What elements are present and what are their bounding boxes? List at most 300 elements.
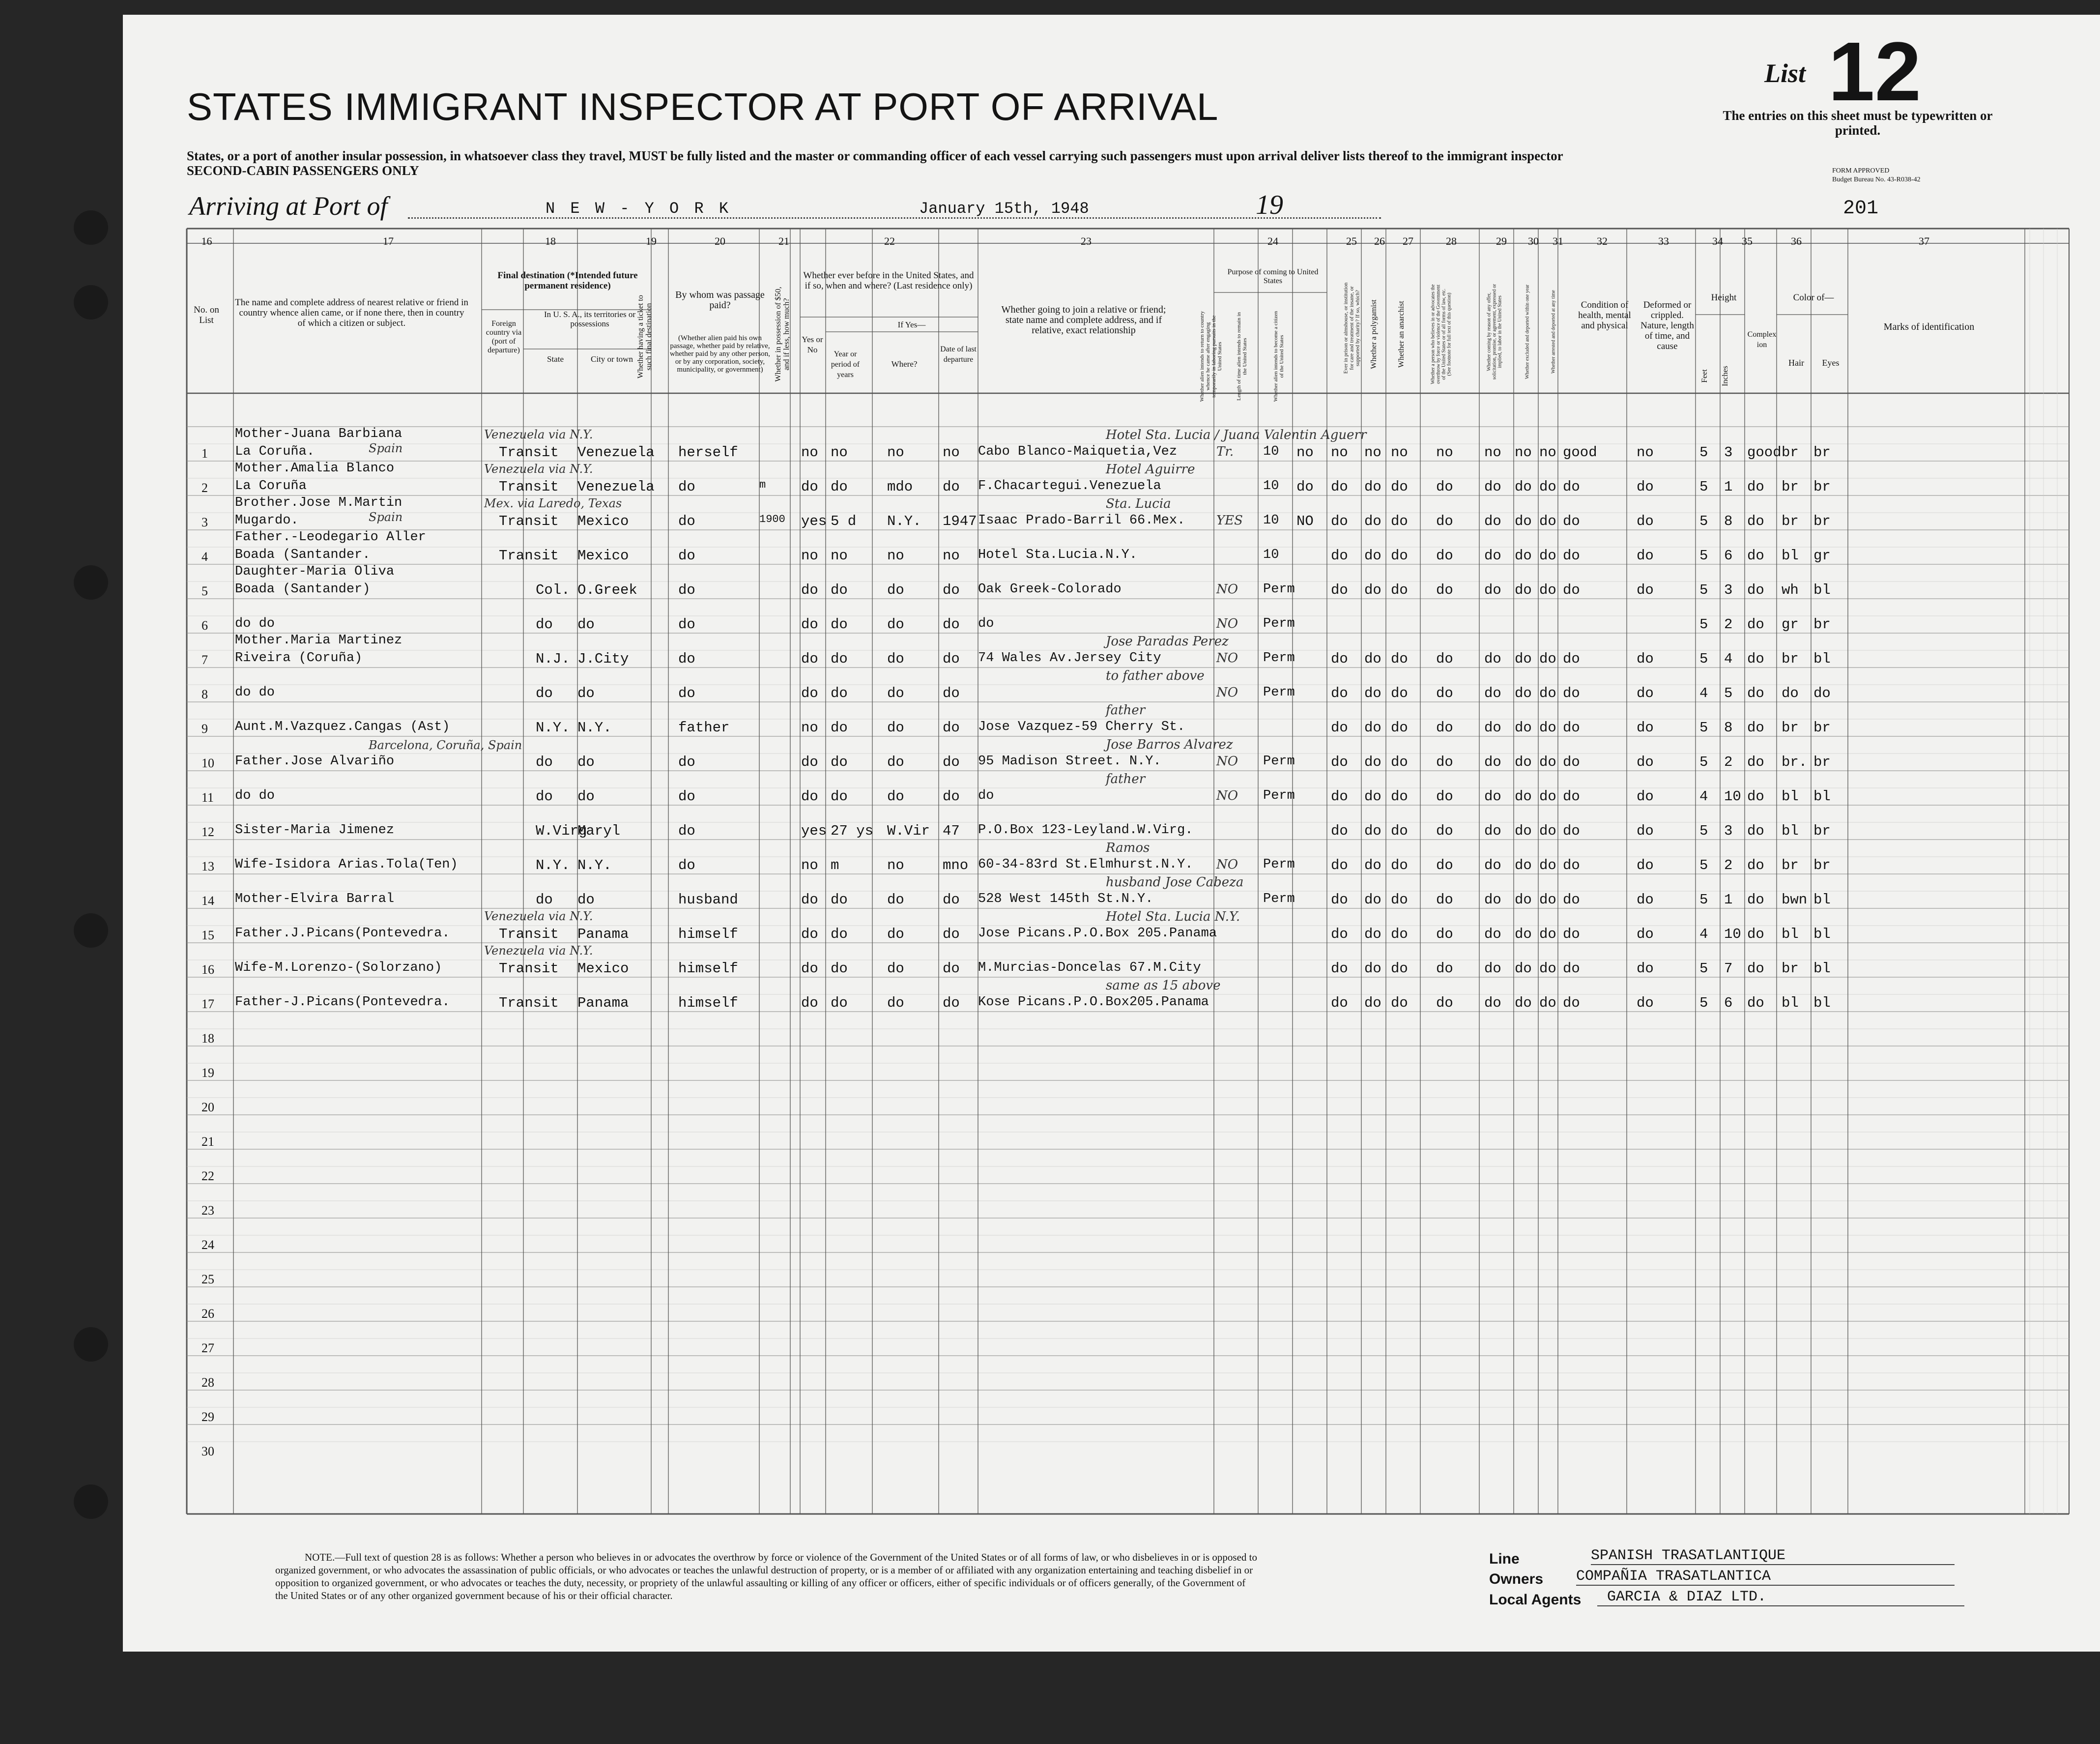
cell-c31: do: [1539, 720, 1556, 736]
owners-value: COMPAÑIA TRASATLANTICA: [1576, 1568, 1955, 1586]
col-num-32: 32: [1597, 235, 1608, 247]
cell-c26: do: [1364, 857, 1381, 873]
cell-health: good: [1563, 444, 1597, 461]
col-num-19: 19: [646, 235, 657, 247]
cell-c26: do: [1364, 995, 1381, 1011]
cell-complexion: do: [1747, 548, 1764, 564]
cell-yes-no: do: [801, 479, 818, 495]
cell-c30: do: [1515, 685, 1532, 701]
cell-complexion: do: [1747, 754, 1764, 770]
col-num-36: 36: [1791, 235, 1802, 247]
cell-date: do: [943, 651, 960, 667]
cell-date: do: [943, 926, 960, 942]
cell-join-handwritten: Hotel Sta. Lucia / Juana Valentin Aguerr: [1106, 428, 1367, 442]
cell-where: do: [887, 788, 904, 805]
cell-c31: do: [1539, 582, 1556, 598]
cell-c25: do: [1331, 960, 1348, 977]
cell-join: M.Murcias-Doncelas 67.M.City: [978, 960, 1201, 975]
cell-c30: do: [1515, 995, 1532, 1011]
cell-c29: do: [1484, 479, 1501, 495]
cell-date: do: [943, 720, 960, 736]
row-number: 23: [201, 1203, 214, 1218]
arrival-date: January 15th, 1948: [919, 200, 1089, 218]
cell-c29: do: [1484, 857, 1501, 873]
row-number: 8: [201, 687, 208, 701]
cell-eyes: br: [1813, 513, 1831, 529]
cell-c28: do: [1436, 754, 1453, 770]
cell-c25: do: [1331, 788, 1348, 805]
cell-c27: do: [1391, 926, 1408, 942]
cell-relative: Daughter-Maria Oliva: [235, 564, 395, 579]
cell-eyes: bl: [1813, 926, 1831, 942]
cell-c25: do: [1331, 857, 1348, 873]
hdr-where: Where?: [891, 359, 918, 369]
cell-c28: do: [1436, 926, 1453, 942]
cell-inches: 8: [1724, 513, 1733, 529]
cell-relative-town: Boada (Santander.: [235, 548, 371, 562]
cell-us: Transit: [499, 995, 559, 1011]
cell-c29: do: [1484, 582, 1501, 598]
cell-years: do: [831, 616, 848, 633]
cell-deformed: do: [1637, 960, 1654, 977]
cell-complexion: do: [1747, 651, 1764, 667]
col-num-27: 27: [1403, 235, 1413, 247]
cell-c25: do: [1331, 582, 1348, 598]
cell-feet: 5: [1699, 892, 1708, 908]
cell-city: do: [577, 616, 595, 633]
cell-relative-handwritten: Spain: [369, 441, 403, 455]
cell-city: do: [577, 788, 595, 805]
cell-c28: do: [1436, 651, 1453, 667]
cell-years: do: [831, 582, 848, 598]
cell-eyes: gr: [1813, 548, 1831, 564]
cell-c31: do: [1539, 754, 1556, 770]
cell-c27: do: [1391, 513, 1408, 529]
cell-state: do: [536, 788, 553, 805]
cell-c28: do: [1436, 892, 1453, 908]
cell-via-handwritten: Venezuela via N.Y.: [484, 462, 593, 476]
cell-yes-no: do: [801, 960, 818, 977]
row-number: 4: [201, 550, 208, 564]
cell-c26: do: [1364, 788, 1381, 805]
cell-complexion: good: [1747, 444, 1782, 461]
cell-c30: do: [1515, 857, 1532, 873]
cell-where: no: [887, 857, 904, 873]
cell-c25: do: [1331, 892, 1348, 908]
cell-c29: do: [1484, 788, 1501, 805]
cell-complexion: do: [1747, 788, 1764, 805]
cell-deformed: do: [1637, 857, 1654, 873]
cell-yes-no: do: [801, 651, 818, 667]
hdr-eyes: Eyes: [1822, 358, 1840, 368]
cell-relative-town: La Coruña: [235, 479, 307, 494]
cell-years: 5 d: [831, 513, 857, 529]
cell-health: do: [1563, 892, 1580, 908]
cell-length: Perm: [1263, 651, 1295, 666]
cell-where: do: [887, 926, 904, 942]
cell-money: m: [759, 479, 766, 491]
hdr-excluded: Whether excluded and deported within one year: [1525, 284, 1530, 379]
cell-join: do: [978, 788, 994, 803]
cell-c31: do: [1539, 926, 1556, 942]
cell-relative: Sister-Maria Jimenez: [235, 823, 395, 838]
cell-c25: do: [1331, 754, 1348, 770]
cell-length: Perm: [1263, 582, 1295, 597]
cell-health: do: [1563, 513, 1580, 529]
cell-paid: do: [678, 651, 695, 667]
cell-c31: do: [1539, 651, 1556, 667]
row-number: 24: [201, 1238, 214, 1252]
cell-feet: 5: [1699, 960, 1708, 977]
cell-years: do: [831, 788, 848, 805]
cell-c30: do: [1515, 582, 1532, 598]
cell-relative: do do: [235, 788, 275, 803]
cell-c27: do: [1391, 788, 1408, 805]
cell-feet: 5: [1699, 651, 1708, 667]
cell-paid: herself: [678, 444, 738, 461]
cell-where: do: [887, 685, 904, 701]
cell-join: F.Chacartegui.Venezuela: [978, 479, 1161, 494]
cell-c26: do: [1364, 513, 1381, 529]
cell-citizen: no: [1296, 444, 1314, 461]
cell-complexion: do: [1747, 513, 1764, 529]
cell-relative-town: Mugardo.: [235, 513, 299, 528]
cell-purpose-hand: NO: [1216, 685, 1238, 700]
cell-c26: do: [1364, 479, 1381, 495]
cell-state: do: [536, 892, 553, 908]
manifest-sheet: [123, 15, 2100, 1652]
cell-join: Jose Picans.P.O.Box 205.Panama: [978, 926, 1217, 941]
cell-where: do: [887, 651, 904, 667]
cell-health: do: [1563, 995, 1580, 1011]
hdr-money: Whether in possession of $50, and if less, how much?: [774, 287, 791, 382]
hdr-health: Condition of health, mental and physical: [1578, 300, 1631, 331]
cell-paid: husband: [678, 892, 738, 908]
cell-inches: 6: [1724, 548, 1733, 564]
cell-c28: do: [1436, 685, 1453, 701]
cell-join-handwritten: Sta. Lucia: [1106, 496, 1171, 511]
cell-paid: do: [678, 788, 695, 805]
cell-health: do: [1563, 823, 1580, 839]
cell-join: Oak Greek-Colorado: [978, 582, 1122, 597]
row-number: 25: [201, 1272, 214, 1286]
cell-hair: br: [1782, 444, 1799, 461]
cell-us: Transit: [499, 548, 559, 564]
cell-c30: do: [1515, 823, 1532, 839]
cell-c25: do: [1331, 720, 1348, 736]
col-num-30: 30: [1528, 235, 1539, 247]
col-num-21: 21: [778, 235, 789, 247]
cell-via-handwritten: Mex. via Laredo, Texas: [484, 496, 622, 510]
cell-yes-no: yes: [801, 513, 827, 529]
row-number: 9: [201, 722, 208, 736]
cell-c31: do: [1539, 995, 1556, 1011]
hdr-inches: Inches: [1721, 366, 1729, 386]
cell-eyes: bl: [1813, 892, 1831, 908]
cell-date: do: [943, 754, 960, 770]
hdr-polygamist: Whether a polygamist: [1370, 299, 1378, 369]
row-number: 11: [201, 790, 214, 805]
cell-where: N.Y.: [887, 513, 921, 529]
cell-complexion: do: [1747, 616, 1764, 633]
cell-complexion: do: [1747, 823, 1764, 839]
cell-c31: do: [1539, 892, 1556, 908]
cell-join-handwritten: Hotel Sta. Lucia N.Y.: [1106, 909, 1240, 924]
cell-date: do: [943, 685, 960, 701]
cell-date: no: [943, 444, 960, 461]
cell-date: 47: [943, 823, 960, 839]
cell-where: no: [887, 444, 904, 461]
cell-city: Mexico: [577, 548, 629, 564]
cell-complexion: do: [1747, 892, 1764, 908]
hdr-citizen: Whether alien intends to become a citizen of the United States: [1273, 311, 1285, 402]
budget-bureau: Budget Bureau No. 43-R038-42: [1832, 176, 1921, 183]
cell-relative: Mother.Amalia Blanco: [235, 461, 395, 476]
list-number: 12: [1828, 25, 1922, 118]
hdr-marks: Marks of identification: [1883, 321, 1975, 332]
cell-complexion: do: [1747, 995, 1764, 1011]
cell-yes-no: do: [801, 685, 818, 701]
cell-join: Isaac Prado-Barril 66.Mex.: [978, 513, 1185, 528]
cell-c27: do: [1391, 548, 1408, 564]
col-num-28: 28: [1446, 235, 1457, 247]
col-num-29: 29: [1496, 235, 1507, 247]
cell-city: Panama: [577, 995, 629, 1011]
cell-relative-town: La Coruña.: [235, 444, 315, 459]
cell-purpose-hand: NO: [1216, 651, 1238, 666]
cell-c29: no: [1484, 444, 1501, 461]
cell-c29: do: [1484, 823, 1501, 839]
cell-deformed: do: [1637, 479, 1654, 495]
cell-relative: Father.Jose Alvariño: [235, 754, 395, 769]
form-approved: FORM APPROVED: [1832, 167, 1890, 174]
cell-inches: 3: [1724, 444, 1733, 461]
cell-paid: father: [678, 720, 730, 736]
hdr-relative: The name and complete address of nearest relative or friend in country whence alien came, or if none there, then in country of which a citizen or subject.: [235, 297, 468, 328]
cell-deformed: do: [1637, 651, 1654, 667]
cell-yes-no: do: [801, 582, 818, 598]
cell-c28: do: [1436, 788, 1453, 805]
cell-state: do: [536, 754, 553, 770]
cell-deformed: do: [1637, 754, 1654, 770]
cell-join: Kose Picans.P.O.Box205.Panama: [978, 995, 1209, 1010]
cell-hair: br.: [1782, 754, 1808, 770]
hdr-passage-paid: By whom was passage paid?: [675, 290, 765, 311]
cell-us: Transit: [499, 444, 559, 461]
cell-via-handwritten: Venezuela via N.Y.: [484, 944, 593, 958]
cell-c28: do: [1436, 823, 1453, 839]
cell-eyes: br: [1813, 720, 1831, 736]
cell-health: do: [1563, 788, 1580, 805]
cell-inches: 10: [1724, 926, 1741, 942]
cell-complexion: do: [1747, 582, 1764, 598]
cell-c26: do: [1364, 651, 1381, 667]
cell-c26: do: [1364, 720, 1381, 736]
cell-yes-no: do: [801, 788, 818, 805]
col-num-34: 34: [1712, 235, 1723, 247]
cell-years: no: [831, 548, 848, 564]
cell-city: do: [577, 685, 595, 701]
cell-eyes: br: [1813, 754, 1831, 770]
cell-state: do: [536, 616, 553, 633]
row-number: 1: [201, 446, 208, 461]
cell-inches: 6: [1724, 995, 1733, 1011]
hdr-anarchist: Whether an anarchist: [1397, 301, 1406, 368]
row-number: 6: [201, 618, 208, 633]
cell-paid: do: [678, 823, 695, 839]
cell-purpose-hand: NO: [1216, 754, 1238, 769]
cell-deformed: do: [1637, 823, 1654, 839]
cell-c26: no: [1364, 444, 1381, 461]
cell-paid: himself: [678, 995, 738, 1011]
cell-citizen: do: [1296, 479, 1314, 495]
cell-paid: do: [678, 513, 695, 529]
cell-city: N.Y.: [577, 720, 612, 736]
cell-health: do: [1563, 754, 1580, 770]
cell-where: W.Vir: [887, 823, 930, 839]
row-number: 29: [201, 1410, 214, 1424]
cell-deformed: do: [1637, 926, 1654, 942]
cell-c28: do: [1436, 479, 1453, 495]
cell-years: do: [831, 720, 848, 736]
cell-health: do: [1563, 479, 1580, 495]
cell-deformed: do: [1637, 582, 1654, 598]
row-number: 18: [201, 1031, 214, 1046]
col-num-18: 18: [545, 235, 556, 247]
hdr-passage-note: (Whether alien paid his own passage, whether paid by relative, whether paid by any other person, or by any corporation, society, municipality, or government): [669, 334, 771, 374]
row-number: 2: [201, 481, 208, 495]
cell-c28: do: [1436, 513, 1453, 529]
cell-us: Transit: [499, 960, 559, 977]
cell-years: do: [831, 479, 848, 495]
cell-city: O.Greek: [577, 582, 637, 598]
cell-join: 60-34-83rd St.Elmhurst.N.Y.: [978, 857, 1193, 872]
cell-city: Mexico: [577, 513, 629, 529]
cell-join-handwritten: Jose Paradas Perez: [1106, 634, 1229, 649]
cell-yes-no: no: [801, 444, 818, 461]
cell-join-handwritten: father: [1106, 772, 1146, 786]
cell-join: Hotel Sta.Lucia.N.Y.: [978, 548, 1138, 562]
cell-date: do: [943, 960, 960, 977]
owners-label: Owners: [1489, 1571, 1544, 1587]
hdr-if-yes: If Yes—: [897, 320, 926, 329]
hdr-purpose: Purpose of coming to United States: [1227, 268, 1319, 285]
cell-inches: 3: [1724, 582, 1733, 598]
row-number: 10: [201, 756, 214, 770]
port-name: N E W - Y O R K: [546, 200, 732, 218]
cell-c31: do: [1539, 479, 1556, 495]
cell-eyes: bl: [1813, 995, 1831, 1011]
hdr-final-destination: Final destination (*Intended future permanent residence): [497, 270, 638, 291]
cell-c31: do: [1539, 857, 1556, 873]
cell-years: do: [831, 960, 848, 977]
cell-feet: 5: [1699, 513, 1708, 529]
col-num-22: 22: [884, 235, 895, 247]
cell-eyes: do: [1813, 685, 1831, 701]
hdr-state: State: [547, 354, 564, 364]
cell-c26: do: [1364, 926, 1381, 942]
cell-deformed: do: [1637, 720, 1654, 736]
cell-eyes: br: [1813, 823, 1831, 839]
col-num-26: 26: [1374, 235, 1385, 247]
page-title: STATES IMMIGRANT INSPECTOR AT PORT OF ARRIVAL: [187, 85, 1219, 128]
cell-c30: do: [1515, 892, 1532, 908]
cell-deformed: no: [1637, 444, 1654, 461]
line-label: Line: [1489, 1551, 1520, 1567]
cell-eyes: br: [1813, 616, 1831, 633]
row-number: 17: [201, 997, 214, 1011]
cell-c27: do: [1391, 651, 1408, 667]
cell-relative: Mother-Juana Barbiana: [235, 427, 403, 441]
cell-c31: do: [1539, 823, 1556, 839]
cell-eyes: bl: [1813, 960, 1831, 977]
cell-date: do: [943, 788, 960, 805]
hdr-arrested: Whether arrested and deported at any time: [1551, 290, 1556, 374]
cell-hair: bwn: [1782, 892, 1808, 908]
cell-yes-no: yes: [801, 823, 827, 839]
cell-length: Perm: [1263, 616, 1295, 631]
cell-yes-no: do: [801, 926, 818, 942]
cell-date: do: [943, 616, 960, 633]
cell-where: do: [887, 582, 904, 598]
cell-inches: 3: [1724, 823, 1733, 839]
cell-c28: do: [1436, 720, 1453, 736]
cell-years: do: [831, 995, 848, 1011]
row-number: 20: [201, 1100, 214, 1114]
cell-c31: no: [1539, 444, 1556, 461]
cell-feet: 4: [1699, 926, 1708, 942]
cell-feet: 5: [1699, 582, 1708, 598]
hdr-length-stay: Length of time alien intends to remain in the United States: [1236, 312, 1248, 401]
cell-c27: do: [1391, 582, 1408, 598]
cell-c26: do: [1364, 960, 1381, 977]
cell-where: do: [887, 754, 904, 770]
cell-us: Transit: [499, 479, 559, 495]
cell-citizen: NO: [1296, 513, 1314, 529]
cell-health: do: [1563, 582, 1580, 598]
cell-c31: do: [1539, 685, 1556, 701]
cell-years: do: [831, 685, 848, 701]
cell-join: 74 Wales Av.Jersey City: [978, 651, 1161, 666]
hdr-in-usa: In U. S. A., its territories or possessions: [544, 310, 636, 328]
punch-hole: [74, 1327, 108, 1362]
cell-via-handwritten: Venezuela via N.Y.: [484, 909, 593, 923]
cell-c30: do: [1515, 651, 1532, 667]
cell-length: 10: [1263, 548, 1279, 562]
cell-relative: Wife-Isidora Arias.Tola(Ten): [235, 857, 458, 872]
cell-c30: do: [1515, 926, 1532, 942]
cell-hair: do: [1782, 685, 1799, 701]
cell-c30: do: [1515, 754, 1532, 770]
cell-where: do: [887, 720, 904, 736]
cell-health: do: [1563, 651, 1580, 667]
cell-health: do: [1563, 685, 1580, 701]
cell-relative: Father.J.Picans(Pontevedra.: [235, 926, 450, 941]
cell-us: Transit: [499, 513, 559, 529]
row-number: 16: [201, 962, 214, 977]
cell-money: 1900: [759, 513, 785, 525]
hdr-feet: Feet: [1700, 369, 1709, 383]
cell-deformed: do: [1637, 995, 1654, 1011]
cell-purpose-hand: Tr.: [1216, 444, 1234, 459]
cell-years: do: [831, 892, 848, 908]
cell-eyes: bl: [1813, 582, 1831, 598]
cell-c28: no: [1436, 444, 1453, 461]
year-prefix: 19: [1256, 190, 1283, 220]
cell-state: N.J.: [536, 651, 570, 667]
cell-c31: do: [1539, 788, 1556, 805]
cell-inches: 2: [1724, 857, 1733, 873]
